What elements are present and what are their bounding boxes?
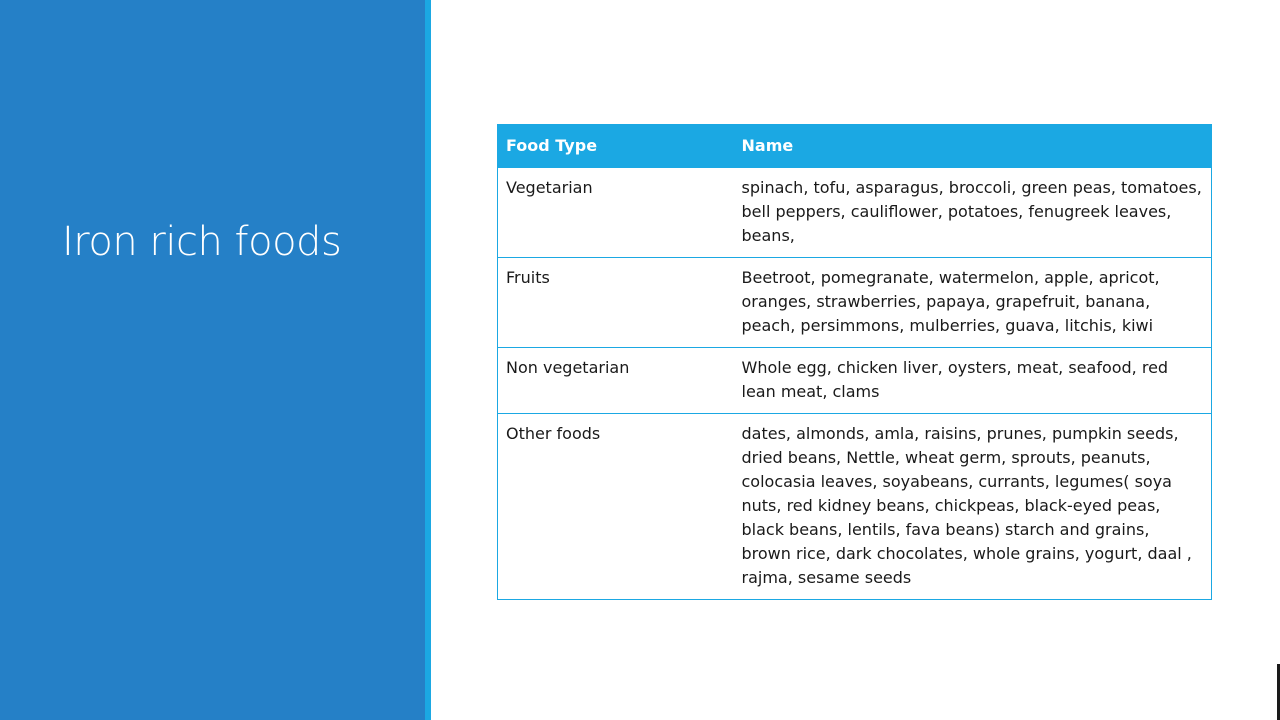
header-name: Name — [734, 125, 1212, 168]
food-type-cell: Vegetarian — [498, 168, 734, 258]
accent-strip — [425, 0, 431, 720]
table-body — [498, 168, 1212, 600]
slide-title: Iron rich foods — [62, 219, 342, 265]
food-names-cell: spinach, tofu, asparagus, broccoli, green peas, tomatoes, bell peppers, cauliflower, potatoes, fenugreek leaves, beans, — [734, 168, 1212, 258]
header-food-type: Food Type — [498, 125, 734, 168]
table-row — [498, 168, 1212, 258]
iron-foods-table — [497, 124, 1212, 600]
table-row — [498, 414, 1212, 600]
title-panel — [0, 0, 425, 720]
food-names-cell: dates, almonds, amla, raisins, prunes, pumpkin seeds, dried beans, Nettle, wheat germ, sprouts, peanuts, colocasia leaves, soyabeans, currants, legumes( soya nuts, red kidney beans, chickpeas, black-eyed peas, black beans, lentils, fava beans) starch and grains, brown rice, dark chocolates, whole grains, yogurt, daal , rajma, sesame seeds — [734, 414, 1212, 600]
food-type-cell: Other foods — [498, 414, 734, 600]
table-row — [498, 258, 1212, 348]
food-names-cell: Whole egg, chicken liver, oysters, meat, seafood, red lean meat, clams — [734, 348, 1212, 414]
table-header — [498, 125, 1212, 168]
food-type-cell: Fruits — [498, 258, 734, 348]
table-row — [498, 348, 1212, 414]
food-names-cell: Beetroot, pomegranate, watermelon, apple, apricot, oranges, strawberries, papaya, grapefruit, banana, peach, persimmons, mulberries, guava, litchis, kiwi — [734, 258, 1212, 348]
header-row — [498, 125, 1212, 168]
food-type-cell: Non vegetarian — [498, 348, 734, 414]
